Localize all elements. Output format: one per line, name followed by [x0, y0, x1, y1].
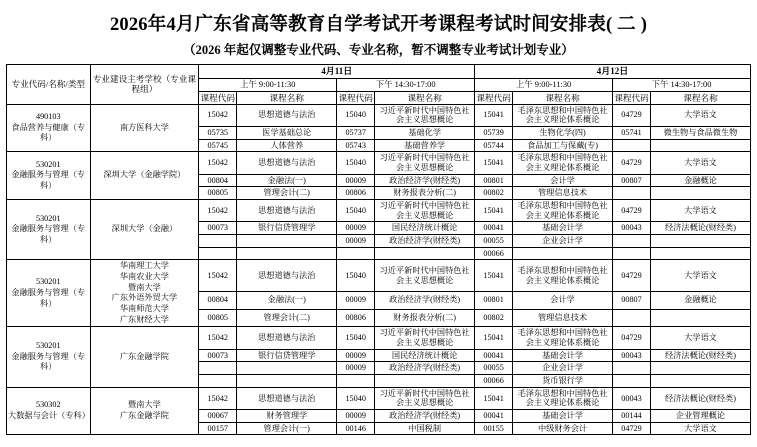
major-cell: 530201 金融服务与管理（专科）	[7, 260, 91, 327]
header-day-1: 4月11日	[199, 65, 475, 79]
course-name-cell: 企业管理概论	[650, 410, 750, 423]
course-code-cell: 15042	[199, 152, 237, 174]
course-code-cell: 00073	[199, 222, 237, 235]
page-subtitle: （2026 年起仅调整专业代码、专业名称，暂不调整专业考试计划专业）	[183, 43, 574, 57]
course-code-cell: 15040	[337, 104, 375, 126]
course-name-cell: 政治经济学(财经类)	[375, 235, 475, 248]
course-name-cell: 人体营养	[237, 139, 337, 152]
course-code-cell: 15042	[199, 200, 237, 222]
course-name-cell: 习近平新时代中国特色社会主义思想概论	[375, 327, 475, 349]
table-head	[7, 65, 751, 105]
course-code-cell: 00066	[475, 247, 513, 260]
course-code-cell: 00144	[613, 410, 651, 423]
course-code-cell	[613, 309, 651, 327]
course-name-cell: 思想道德与法治	[237, 104, 337, 126]
course-code-cell: 00043	[613, 387, 651, 409]
course-name-cell	[237, 247, 337, 260]
course-code-cell: 15041	[475, 387, 513, 409]
course-name-cell	[650, 247, 750, 260]
course-code-cell: 00807	[613, 291, 651, 309]
course-name-cell: 毛泽东思想和中国特色社会主义理论体系概论	[513, 152, 613, 174]
course-code-cell: 15040	[337, 387, 375, 409]
page-title: 2026年4月广东省高等教育自学考试开考课程考试时间安排表( 二 )	[109, 15, 648, 35]
header-course-name: 课程名称	[650, 91, 750, 104]
course-name-cell: 金融法(一)	[237, 174, 337, 187]
course-name-cell: 大学语文	[650, 152, 750, 174]
course-code-cell	[199, 235, 237, 248]
header-course-code: 课程代码	[200, 92, 235, 103]
course-code-cell	[613, 139, 651, 152]
course-name-cell: 货币银行学	[513, 375, 613, 388]
header-row-days	[7, 65, 751, 79]
course-name-cell	[375, 375, 475, 388]
table-row	[7, 104, 751, 126]
course-name-cell: 政治经济学(财经类)	[375, 291, 475, 309]
course-code-cell: 00806	[337, 309, 375, 327]
course-name-cell: 基础会计学	[513, 410, 613, 423]
course-code-cell	[337, 247, 375, 260]
course-name-cell: 大学语文	[650, 422, 750, 435]
course-name-cell: 基础营养学	[375, 139, 475, 152]
course-code-cell: 15041	[475, 327, 513, 349]
school-cell: 暨南大学 广东金融学院	[90, 387, 199, 435]
course-code-cell: 04729	[613, 104, 651, 126]
course-name-cell	[650, 187, 750, 200]
major-cell: 530201 金融服务与管理（专科）	[7, 327, 91, 387]
course-name-cell: 金融概论	[650, 291, 750, 309]
school-cell: 华南理工大学 华南农业大学 暨南大学 广东外语外贸大学 华南师范大学 广东财经大学	[90, 260, 199, 327]
course-code-cell: 15040	[337, 152, 375, 174]
course-code-cell: 04729	[613, 200, 651, 222]
course-code-cell: 15040	[337, 260, 375, 291]
course-code-cell: 00801	[475, 291, 513, 309]
course-name-cell: 企业会计学	[513, 235, 613, 248]
course-code-cell: 15042	[199, 260, 237, 291]
course-name-cell: 金融法(一)	[237, 291, 337, 309]
course-code-cell: 15041	[475, 260, 513, 291]
course-code-cell: 05743	[337, 139, 375, 152]
course-code-cell: 00041	[475, 410, 513, 423]
table-row	[7, 200, 751, 222]
course-code-cell: 15042	[199, 327, 237, 349]
course-name-cell: 微生物与食品微生物	[650, 127, 750, 140]
course-code-cell	[199, 362, 237, 375]
course-code-cell: 15041	[475, 104, 513, 126]
course-code-cell	[337, 375, 375, 388]
table-body	[7, 104, 751, 435]
major-cell: 530302 大数据与会计（专科）	[7, 387, 91, 435]
header-day1-afternoon: 下午 14:30-17:00	[337, 78, 475, 91]
course-name-cell: 基础会计学	[513, 349, 613, 362]
major-cell: 530201 金融服务与管理（专科）	[7, 200, 91, 260]
course-name-cell: 会计学	[513, 291, 613, 309]
course-name-cell	[650, 139, 750, 152]
header-day2-morning: 上午 9:00-11:30	[475, 78, 613, 91]
course-code-cell: 04729	[613, 327, 651, 349]
course-code-cell: 00802	[475, 187, 513, 200]
course-name-cell: 习近平新时代中国特色社会主义思想概论	[375, 104, 475, 126]
course-name-cell: 食品加工与保藏(专)	[513, 139, 613, 152]
course-code-cell: 00073	[199, 349, 237, 362]
course-name-cell: 管理信息技术	[513, 187, 613, 200]
course-code-cell	[613, 375, 651, 388]
course-code-cell: 15040	[337, 327, 375, 349]
course-name-cell: 管理会计(二)	[237, 309, 337, 327]
course-name-cell: 习近平新时代中国特色社会主义思想概论	[375, 387, 475, 409]
course-code-cell: 00804	[199, 174, 237, 187]
course-name-cell: 大学语文	[650, 260, 750, 291]
course-name-cell	[237, 375, 337, 388]
course-code-cell: 00009	[337, 235, 375, 248]
course-name-cell: 思想道德与法治	[237, 152, 337, 174]
course-code-cell: 05744	[475, 139, 513, 152]
course-name-cell	[513, 247, 613, 260]
course-name-cell: 经济法概论(财经类)	[650, 387, 750, 409]
course-name-cell	[237, 235, 337, 248]
course-name-cell	[650, 362, 750, 375]
course-name-cell: 会计学	[513, 174, 613, 187]
table-row	[7, 327, 751, 349]
course-code-cell: 00009	[337, 222, 375, 235]
header-day-2: 4月12日	[475, 65, 751, 79]
course-name-cell: 习近平新时代中国特色社会主义思想概论	[375, 200, 475, 222]
course-name-cell: 毛泽东思想和中国特色社会主义理论体系概论	[513, 200, 613, 222]
header-course-name: 课程名称	[375, 91, 475, 104]
major-cell: 490103 食品营养与健康（专科）	[7, 104, 91, 152]
course-code-cell: 00041	[475, 222, 513, 235]
course-name-cell: 毛泽东思想和中国特色社会主义理论体系概论	[513, 104, 613, 126]
course-name-cell: 政治经济学(财经类)	[375, 174, 475, 187]
course-code-cell	[613, 247, 651, 260]
course-code-cell: 04729	[613, 152, 651, 174]
course-code-cell: 15040	[337, 200, 375, 222]
course-code-cell: 00807	[613, 174, 651, 187]
course-code-cell: 00805	[199, 309, 237, 327]
course-code-cell	[199, 247, 237, 260]
header-major: 专业代码/名称/类型	[7, 65, 91, 105]
course-name-cell: 大学语文	[650, 327, 750, 349]
course-name-cell: 大学语文	[650, 104, 750, 126]
course-name-cell: 习近平新时代中国特色社会主义思想概论	[375, 260, 475, 291]
course-name-cell: 国民经济统计概论	[375, 349, 475, 362]
course-code-cell: 00804	[199, 291, 237, 309]
school-cell: 深圳大学（金融）	[90, 200, 199, 260]
school-cell: 南方医科大学	[90, 104, 199, 152]
course-name-cell: 习近平新时代中国特色社会主义思想概论	[375, 152, 475, 174]
school-cell: 广东金融学院	[90, 327, 199, 387]
course-name-cell: 毛泽东思想和中国特色社会主义理论体系概论	[513, 387, 613, 409]
course-name-cell: 财务报表分析(二)	[375, 309, 475, 327]
course-code-cell: 00009	[337, 174, 375, 187]
course-name-cell: 医学基础总论	[237, 127, 337, 140]
course-name-cell: 管理信息技术	[513, 309, 613, 327]
table-row	[7, 260, 751, 291]
course-code-cell: 00067	[199, 410, 237, 423]
course-code-cell: 15041	[475, 200, 513, 222]
course-name-cell: 思想道德与法治	[237, 200, 337, 222]
header-course-code: 课程代码	[476, 92, 511, 103]
course-name-cell: 基础会计学	[513, 222, 613, 235]
course-name-cell	[650, 375, 750, 388]
course-code-cell: 00805	[199, 187, 237, 200]
course-name-cell: 银行信贷管理学	[237, 222, 337, 235]
course-name-cell	[650, 235, 750, 248]
course-name-cell: 经济法概论(财经类)	[650, 349, 750, 362]
major-cell: 530201 金融服务与管理（专科）	[7, 152, 91, 200]
course-name-cell: 金融概论	[650, 174, 750, 187]
course-code-cell: 00066	[475, 375, 513, 388]
course-name-cell: 国民经济统计概论	[375, 222, 475, 235]
course-code-cell	[613, 362, 651, 375]
course-code-cell	[199, 375, 237, 388]
header-school: 专业建设主考学校（专业课程组）	[90, 65, 199, 105]
course-code-cell: 00043	[613, 349, 651, 362]
school-cell: 深圳大学（金融学院）	[90, 152, 199, 200]
course-name-cell	[650, 309, 750, 327]
course-name-cell: 管理会计(二)	[237, 187, 337, 200]
course-name-cell: 银行信贷管理学	[237, 349, 337, 362]
course-code-cell: 04729	[613, 422, 651, 435]
course-name-cell: 思想道德与法治	[237, 327, 337, 349]
course-name-cell: 经济法概论(财经类)	[650, 222, 750, 235]
course-name-cell: 企业会计学	[513, 362, 613, 375]
header-course-name: 课程名称	[513, 91, 613, 104]
course-name-cell: 大学语文	[650, 200, 750, 222]
course-name-cell: 政治经济学(财经类)	[375, 362, 475, 375]
course-code-cell: 04729	[613, 260, 651, 291]
course-name-cell: 中级财务会计	[513, 422, 613, 435]
course-code-cell: 05741	[613, 127, 651, 140]
course-name-cell: 财务管理学	[237, 410, 337, 423]
course-name-cell	[375, 247, 475, 260]
course-name-cell: 毛泽东思想和中国特色社会主义理论体系概论	[513, 260, 613, 291]
course-name-cell: 中国税制	[375, 422, 475, 435]
course-code-cell: 15042	[199, 387, 237, 409]
course-code-cell: 00806	[337, 187, 375, 200]
course-code-cell	[613, 235, 651, 248]
header-day2-afternoon: 下午 14:30-17:00	[613, 78, 751, 91]
course-name-cell: 财务报表分析(二)	[375, 187, 475, 200]
course-code-cell: 15041	[475, 152, 513, 174]
course-name-cell: 生物化学(四)	[513, 127, 613, 140]
table-row	[7, 152, 751, 174]
course-code-cell: 05737	[337, 127, 375, 140]
header-course-code: 课程代码	[338, 92, 373, 103]
course-code-cell: 15042	[199, 104, 237, 126]
course-code-cell: 00041	[475, 349, 513, 362]
course-code-cell: 05739	[475, 127, 513, 140]
course-code-cell: 00009	[337, 362, 375, 375]
course-name-cell: 基础化学	[375, 127, 475, 140]
course-code-cell: 05735	[199, 127, 237, 140]
course-code-cell: 00802	[475, 309, 513, 327]
exam-schedule-table	[6, 64, 751, 435]
course-code-cell	[613, 187, 651, 200]
course-code-cell: 00055	[475, 235, 513, 248]
course-code-cell: 00009	[337, 349, 375, 362]
course-name-cell: 思想道德与法治	[237, 260, 337, 291]
course-name-cell: 毛泽东思想和中国特色社会主义理论体系概论	[513, 327, 613, 349]
header-day1-morning: 上午 9:00-11:30	[199, 78, 337, 91]
course-code-cell: 00155	[475, 422, 513, 435]
course-code-cell: 05745	[199, 139, 237, 152]
course-name-cell	[237, 362, 337, 375]
course-name-cell: 思想道德与法治	[237, 387, 337, 409]
course-name-cell: 管理会计(一)	[237, 422, 337, 435]
course-code-cell: 00157	[199, 422, 237, 435]
header-course-name: 课程名称	[237, 91, 337, 104]
course-code-cell: 00055	[475, 362, 513, 375]
course-code-cell: 00009	[337, 410, 375, 423]
header-course-code: 课程代码	[614, 92, 649, 103]
course-code-cell: 00043	[613, 222, 651, 235]
course-code-cell: 00801	[475, 174, 513, 187]
table-row	[7, 387, 751, 409]
course-code-cell: 00009	[337, 291, 375, 309]
course-name-cell: 政治经济学(财经类)	[375, 410, 475, 423]
course-code-cell: 00146	[337, 422, 375, 435]
